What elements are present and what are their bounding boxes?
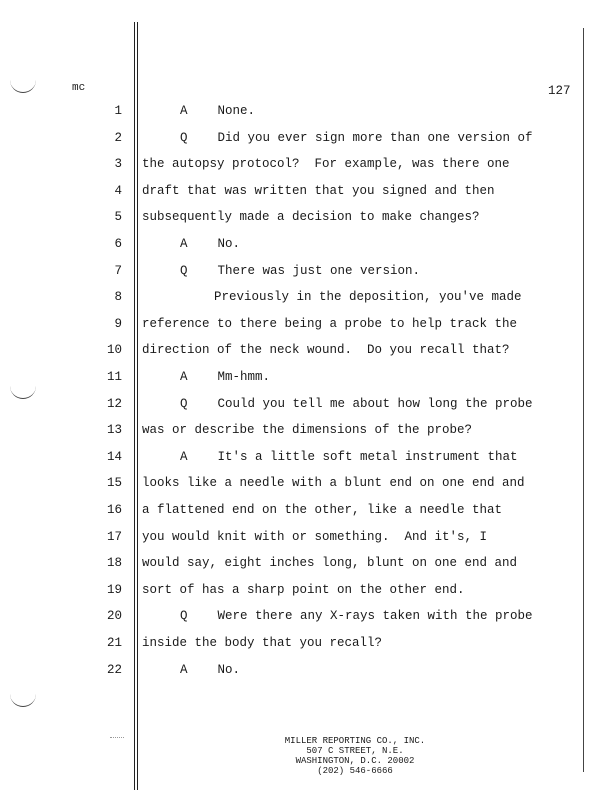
transcript-line: A No. [180,663,241,677]
line-number: 3 [114,157,122,171]
line-number: 11 [106,370,122,384]
footer-phone: (202) 546-6666 [317,766,393,776]
line-number: 19 [106,583,122,597]
transcript-line: reference to there being a probe to help track the [142,317,518,331]
transcript-line: A No. [180,237,241,251]
line-number: 13 [106,423,122,437]
right-margin-rule [583,28,584,772]
scan-speck [110,737,124,738]
transcript-line: looks like a needle with a blunt end on one end and [142,476,525,490]
transcript-line: A None. [180,104,256,118]
transcript-line: was or describe the dimensions of the probe? [142,423,473,437]
transcript-line: Q There was just one version. [180,264,421,278]
transcript-line: subsequently made a decision to make changes? [142,210,480,224]
line-number: 6 [114,237,122,251]
line-number: 5 [114,210,122,224]
footer-company: MILLER REPORTING CO., INC. [284,736,426,746]
line-number: 4 [114,184,122,198]
transcript-line: A Mm-hmm. [180,370,271,384]
line-number: 17 [106,530,122,544]
line-number: 21 [106,636,122,650]
line-number: 20 [106,609,122,623]
transcript-line: direction of the neck wound. Do you recall that? [142,343,510,357]
line-number: 2 [114,131,122,145]
line-number: 16 [106,503,122,517]
reporter-initials: mc [72,82,86,94]
reporter-footer [220,736,490,776]
binder-hole-mark [10,80,36,93]
transcript-line: Q Did you ever sign more than one version of [180,131,533,145]
transcript-line: inside the body that you recall? [142,636,383,650]
left-margin-rule-inner [137,22,138,790]
transcript-line: a flattened end on the other, like a needle that [142,503,503,517]
binder-hole-mark [10,694,36,707]
transcript-line: would say, eight inches long, blunt on one end and [142,556,518,570]
footer-street: 507 C STREET, N.E. [306,746,404,756]
left-margin-rule-outer [134,22,135,790]
binder-hole-mark [10,386,36,399]
transcript-line: draft that was written that you signed and then [142,184,495,198]
transcript-line: Previously in the deposition, you've made [214,290,522,304]
transcript-line: Q Were there any X-rays taken with the probe [180,609,533,623]
line-number: 18 [106,556,122,570]
transcript-line: sort of has a sharp point on the other end. [142,583,465,597]
line-number: 1 [114,104,122,118]
line-number: 8 [114,290,122,304]
line-number: 14 [106,450,122,464]
line-number: 7 [114,264,122,278]
footer-city: WASHINGTON, D.C. 20002 [295,756,415,766]
line-number: 15 [106,476,122,490]
transcript-line: A It's a little soft metal instrument that [180,450,518,464]
line-number: 10 [106,343,122,357]
line-number: 22 [106,663,122,677]
line-number: 12 [106,397,122,411]
page-number: 127 [548,84,571,98]
transcript-line: you would knit with or something. And it's, I [142,530,488,544]
line-number: 9 [114,317,122,331]
transcript-line: the autopsy protocol? For example, was there one [142,157,510,171]
transcript-line: Q Could you tell me about how long the probe [180,397,533,411]
